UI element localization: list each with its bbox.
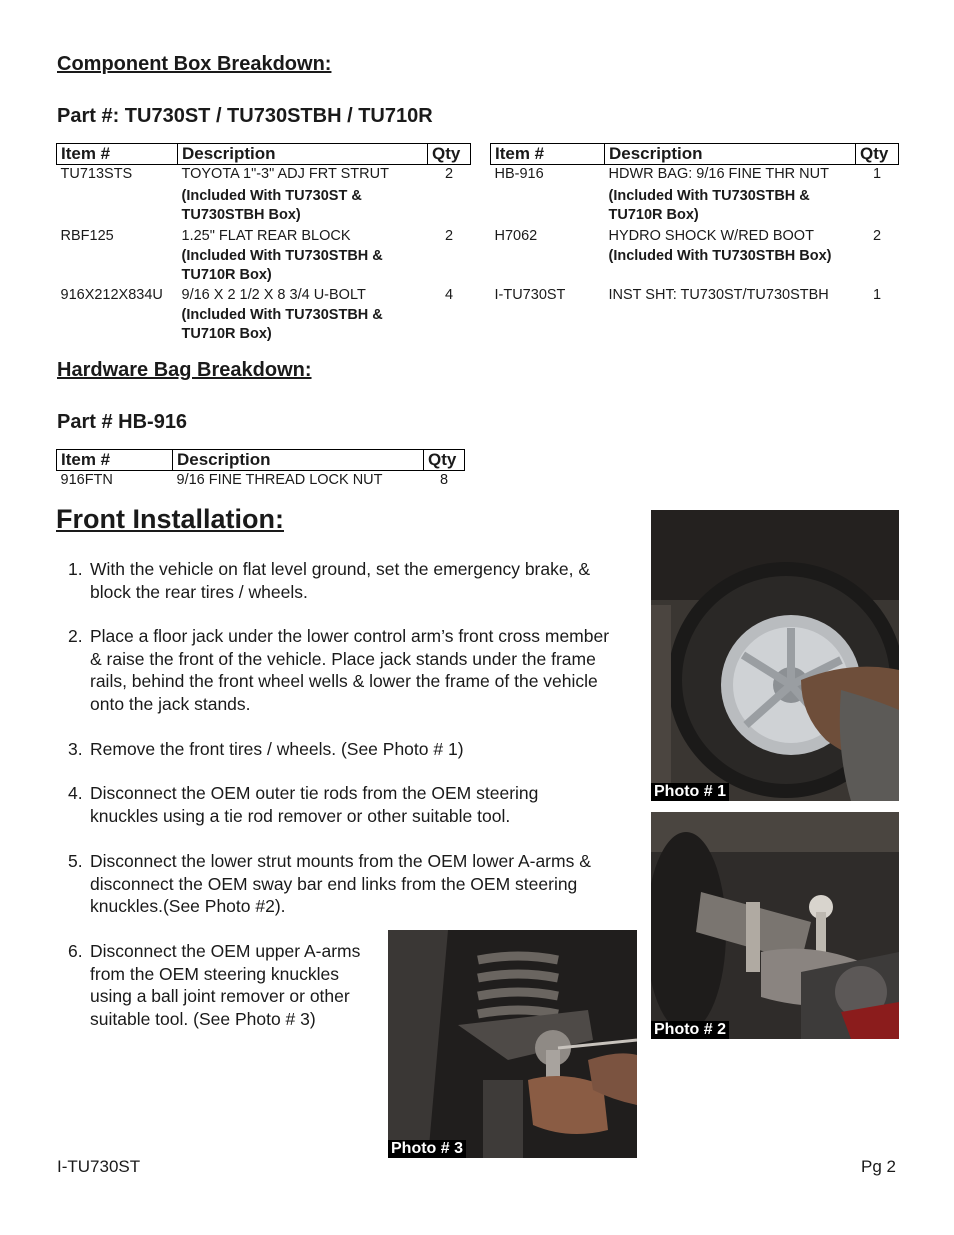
header-item: Item # — [57, 144, 178, 165]
component-heading: Component Box Breakdown: — [57, 53, 332, 75]
table-row — [57, 471, 465, 491]
component-part-heading: Part #: TU730ST / TU730STBH / TU710R — [57, 105, 433, 127]
photo-3-label: Photo # 3 — [388, 1140, 466, 1158]
item-cell: 916X212X834U — [60, 286, 163, 303]
step-line: disconnect the OEM sway bar end links from the OEM steering — [90, 873, 578, 894]
step-line: onto the jack stands. — [90, 693, 251, 714]
qty-cell: 8 — [439, 472, 449, 488]
header-qty: Qty — [424, 450, 465, 471]
step-line: knuckles using a tie rod remover or other suitable tool. — [90, 805, 511, 826]
included-note: (Included With TU730ST & TU730STBH Box) — [181, 188, 362, 223]
item-cell: 916FTN — [60, 472, 113, 488]
photo-2 — [651, 812, 899, 1039]
qty-cell: 2 — [444, 166, 454, 182]
hardware-part-heading: Part # HB-916 — [57, 411, 188, 433]
header-qty: Qty — [856, 144, 899, 165]
photo-1-label: Photo # 1 — [651, 783, 729, 801]
item-cell: TU713STS — [60, 166, 133, 182]
step-line: Disconnect the OEM upper A-arms — [90, 941, 361, 961]
included-note: (Included With TU730STBH & TU710R Box) — [608, 188, 810, 223]
header-qty: Qty — [428, 144, 471, 165]
table-row — [491, 227, 899, 286]
table-header-row — [491, 144, 899, 165]
qty-cell: 1 — [872, 166, 882, 182]
hardware-heading: Hardware Bag Breakdown: — [57, 359, 312, 381]
table-row — [57, 227, 471, 286]
step-number: 1. — [68, 559, 83, 579]
hardware-table — [56, 449, 465, 490]
qty-cell: 1 — [872, 286, 882, 303]
item-cell: I-TU730ST — [494, 286, 566, 303]
qty-cell: 4 — [444, 286, 454, 303]
step-line: suitable tool. (See Photo # 3) — [90, 1008, 316, 1029]
table-row — [57, 286, 471, 344]
upper-a-arm-image — [388, 930, 637, 1158]
description-cell: INST SHT: TU730ST/TU730STBH — [608, 286, 829, 303]
item-cell: RBF125 — [60, 227, 114, 244]
step-line: knuckles.(See Photo #2). — [90, 896, 286, 916]
step-number: 4. — [68, 783, 83, 803]
footer-doc-number: I-TU730ST — [57, 1157, 141, 1176]
description-cell: 1.25" FLAT REAR BLOCK (Included With TU730STBH & TU710R Box) — [178, 227, 428, 286]
step-line: block the rear tires / wheels. — [90, 581, 308, 602]
included-note: (Included With TU730STBH Box) — [608, 247, 832, 264]
step-line: Disconnect the lower strut mounts from the OEM lower A-arms & — [90, 851, 591, 871]
front-installation-title: Front Installation: — [56, 504, 284, 534]
table-header-row — [57, 144, 471, 165]
header-item: Item # — [491, 144, 605, 165]
description-cell: HYDRO SHOCK W/RED BOOT (Included With TU730STBH Box) — [605, 227, 856, 286]
step-number: 2. — [68, 626, 83, 646]
step-line: Disconnect the OEM outer tie rods from the OEM steering — [90, 783, 539, 803]
included-note: (Included With TU730STBH & TU710R Box) — [181, 247, 383, 283]
qty-cell: 2 — [444, 227, 454, 244]
table-row — [57, 165, 471, 227]
photo-3 — [388, 930, 637, 1158]
step-line: & raise the front of the vehicle. Place jack stands under the frame — [90, 648, 596, 669]
qty-cell: 2 — [872, 227, 882, 244]
item-cell: H7062 — [494, 227, 538, 244]
tire-removal-image — [651, 510, 899, 801]
step-line: rails, behind the front wheel wells & lower the frame of the vehicle — [90, 671, 598, 691]
header-description: Description — [605, 144, 856, 165]
step-line: With the vehicle on flat level ground, set the emergency brake, & — [90, 559, 590, 579]
description-cell: 9/16 FINE THREAD LOCK NUT — [176, 472, 383, 488]
photo-2-label: Photo # 2 — [651, 1021, 729, 1039]
included-note: (Included With TU730STBH & TU710R Box) — [181, 306, 383, 342]
description-cell: TOYOTA 1"-3" ADJ FRT STRUT (Included With TU730ST & TU730STBH Box) — [178, 165, 428, 227]
step-number: 3. — [68, 739, 83, 759]
step-number: 6. — [68, 941, 83, 961]
step-line: from the OEM steering knuckles — [90, 963, 339, 984]
step-line: Remove the front tires / wheels. (See Photo # 1) — [90, 739, 464, 759]
header-item: Item # — [57, 450, 173, 471]
step-line: Place a floor jack under the lower control arm’s front cross member — [90, 626, 610, 646]
table-header-row — [57, 450, 465, 471]
header-description: Description — [178, 144, 428, 165]
table-row — [491, 165, 899, 227]
step-line: using a ball joint remover or other — [90, 986, 350, 1006]
table-row — [491, 286, 899, 305]
photo-1 — [651, 510, 899, 801]
description-cell: HDWR BAG: 9/16 FINE THR NUT (Included With TU730STBH & TU710R Box) — [605, 165, 856, 227]
strut-mount-image — [651, 812, 899, 1039]
description-cell: 9/16 X 2 1/2 X 8 3/4 U-BOLT (Included With TU730STBH & TU710R Box) — [178, 286, 428, 344]
component-table-left — [56, 143, 471, 344]
header-description: Description — [173, 450, 424, 471]
component-table-right — [490, 143, 899, 305]
item-cell: HB-916 — [494, 166, 544, 182]
footer-page-number: Pg 2 — [861, 1157, 896, 1176]
step-number: 5. — [68, 851, 83, 871]
